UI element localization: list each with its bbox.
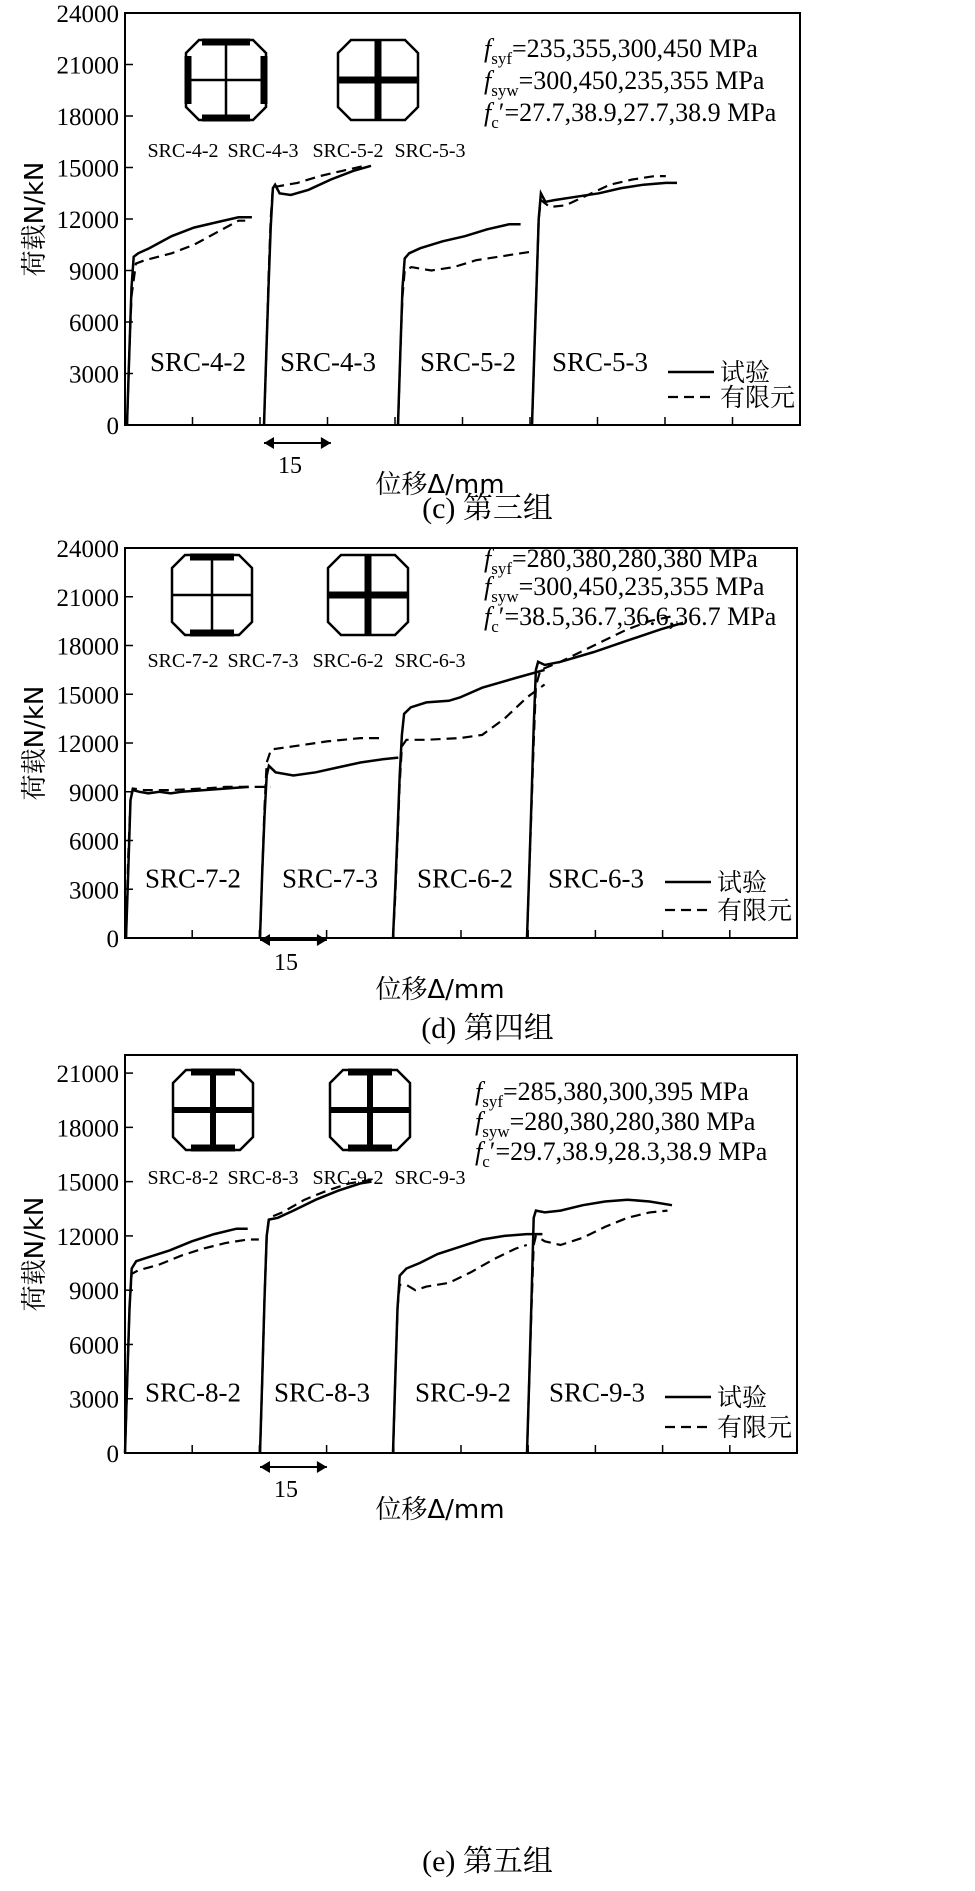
y-tick-label: 12000: [56, 207, 119, 234]
legend-test-label: 试验: [720, 358, 771, 387]
chart-svg-e: [0, 1055, 975, 1891]
fe-curve-SRC-7-2: [126, 787, 271, 938]
chart-panel-d: [0, 530, 975, 1055]
param-line-syf: $f_{syf}=235,355,300,450$ MPa: [484, 34, 758, 68]
section-label: SRC-6-3: [394, 650, 466, 672]
y-tick-label: 6000: [69, 310, 119, 337]
fe-curve-SRC-7-3: [260, 738, 383, 938]
test-curve-SRC-5-3: [532, 183, 677, 425]
legend-test-label: 试验: [717, 1383, 768, 1412]
y-tick-label: 6000: [69, 1332, 119, 1360]
x-axis-label: 位移Δ/mm: [375, 470, 505, 500]
curve-label-SRC-9-2: SRC-9-2: [414, 1377, 512, 1408]
y-tick-label: 0: [106, 413, 119, 440]
test-curve-SRC-9-2: [393, 1234, 542, 1453]
y-tick-label: 18000: [56, 1115, 119, 1143]
x-axis-label: 位移Δ/mm: [375, 975, 505, 1005]
curve-label-SRC-7-3: SRC-7-3: [281, 863, 379, 894]
y-tick-label: 0: [106, 926, 119, 953]
y-tick-label: 9000: [69, 258, 119, 286]
section-label: SRC-4-2: [147, 140, 219, 162]
curve-label-SRC-6-2: SRC-6-2: [416, 863, 514, 894]
legend-fe-label: 有限元: [720, 383, 796, 412]
y-tick-label: 3000: [69, 361, 119, 389]
curve-label-SRC-5-3: SRC-5-3: [551, 347, 649, 378]
chart-panel-e: [0, 1055, 975, 1891]
y-tick-label: 9000: [69, 779, 119, 807]
test-curve-SRC-8-2: [125, 1229, 248, 1453]
y-tick-label: 3000: [69, 1386, 119, 1414]
y-tick-label: 18000: [56, 633, 119, 661]
y-tick-label: 9000: [69, 1278, 119, 1306]
scale-bar-label: 15: [278, 453, 302, 479]
y-tick-label: 24000: [56, 536, 119, 563]
section-label: SRC-8-3: [227, 1167, 299, 1189]
param-line-syf: $f_{syf}=285,380,300,395$ MPa: [475, 1077, 749, 1111]
y-tick-label: 15000: [56, 682, 119, 710]
param-line-syw: $f_{syw}=300,450,235,355$ MPa: [484, 572, 765, 606]
param-line-c: $f_c'=38.5,36.7,36.6,36.7$ MPa: [484, 602, 777, 636]
section-label: SRC-8-2: [147, 1167, 219, 1189]
section-label: SRC-7-3: [227, 650, 299, 672]
y-axis-label: 荷载N/kN: [20, 1196, 50, 1312]
fe-curve-SRC-9-2: [393, 1245, 527, 1453]
scale-bar-label: 15: [274, 1477, 298, 1503]
chart-caption-d: (d) 第四组: [421, 1012, 554, 1045]
section-label: SRC-7-2: [147, 650, 219, 672]
y-tick-label: 6000: [69, 828, 119, 856]
y-axis-label: 荷载N/kN: [20, 685, 50, 801]
fe-curve-SRC-5-3: [532, 176, 666, 425]
curve-label-SRC-8-3: SRC-8-3: [273, 1377, 371, 1408]
param-line-syw: $f_{syw}=300,450,235,355$ MPa: [484, 66, 765, 100]
legend-fe-label: 有限元: [717, 1413, 793, 1442]
section-label: SRC-9-2: [312, 1167, 384, 1189]
curve-label-SRC-8-2: SRC-8-2: [144, 1377, 242, 1408]
section-label: SRC-5-2: [312, 140, 384, 162]
section-label: SRC-9-3: [394, 1167, 466, 1189]
curve-label-SRC-7-2: SRC-7-2: [144, 863, 242, 894]
y-tick-label: 15000: [56, 155, 119, 183]
fe-curve-SRC-8-3: [260, 1180, 372, 1453]
param-line-c: $f_c'=29.7,38.9,28.3,38.9$ MPa: [475, 1137, 768, 1171]
chart-svg-c: [0, 0, 975, 530]
curve-label-SRC-6-3: SRC-6-3: [547, 863, 645, 894]
section-label: SRC-5-3: [394, 140, 466, 162]
fe-curve-SRC-6-2: [393, 685, 545, 939]
test-curve-SRC-6-2: [393, 670, 545, 938]
x-axis-label: 位移Δ/mm: [375, 1495, 505, 1525]
y-tick-label: 21000: [56, 1061, 119, 1089]
curve-label-SRC-4-2: SRC-4-2: [149, 347, 247, 378]
y-tick-label: 12000: [56, 731, 119, 758]
curve-label-SRC-9-3: SRC-9-3: [548, 1377, 646, 1408]
test-curve-SRC-5-2: [398, 224, 521, 425]
chart-caption-c: (c) 第三组: [422, 492, 553, 525]
test-curve-SRC-9-3: [527, 1200, 672, 1453]
curve-label-SRC-4-3: SRC-4-3: [279, 347, 377, 378]
y-tick-label: 15000: [56, 1169, 119, 1197]
y-tick-label: 12000: [56, 1223, 119, 1251]
y-tick-label: 21000: [56, 52, 119, 80]
scale-bar-label: 15: [274, 950, 298, 976]
section-label: SRC-6-2: [312, 650, 384, 672]
chart-svg-d: [0, 530, 975, 1055]
test-curve-SRC-4-3: [264, 166, 371, 425]
curve-label-SRC-5-2: SRC-5-2: [419, 347, 517, 378]
y-tick-label: 21000: [56, 584, 119, 612]
y-tick-label: 0: [106, 1441, 119, 1468]
chart-panel-c: [0, 0, 975, 530]
fe-curve-SRC-8-2: [125, 1240, 259, 1454]
param-line-syf: $f_{syf}=280,380,280,380$ MPa: [484, 544, 758, 578]
fe-curve-SRC-4-3: [264, 166, 364, 425]
legend-test-label: 试验: [717, 868, 768, 897]
test-curve-SRC-7-3: [260, 758, 398, 938]
fe-curve-SRC-9-3: [527, 1211, 668, 1453]
legend-fe-label: 有限元: [717, 896, 793, 925]
section-label: SRC-4-3: [227, 140, 299, 162]
param-line-c: $f_c'=27.7,38.9,27.7,38.9$ MPa: [484, 98, 777, 132]
test-curve-SRC-4-2: [127, 217, 252, 425]
fe-curve-SRC-5-2: [398, 252, 532, 425]
y-tick-label: 3000: [69, 877, 119, 905]
test-curve-SRC-8-3: [260, 1182, 372, 1453]
y-tick-label: 24000: [56, 1, 119, 28]
test-curve-SRC-7-2: [126, 787, 249, 938]
y-axis-label: 荷载N/kN: [20, 161, 50, 277]
y-tick-label: 18000: [56, 104, 119, 131]
param-line-syw: $f_{syw}=280,380,280,380$ MPa: [475, 1107, 756, 1141]
chart-caption-e: (e) 第五组: [422, 1845, 553, 1878]
